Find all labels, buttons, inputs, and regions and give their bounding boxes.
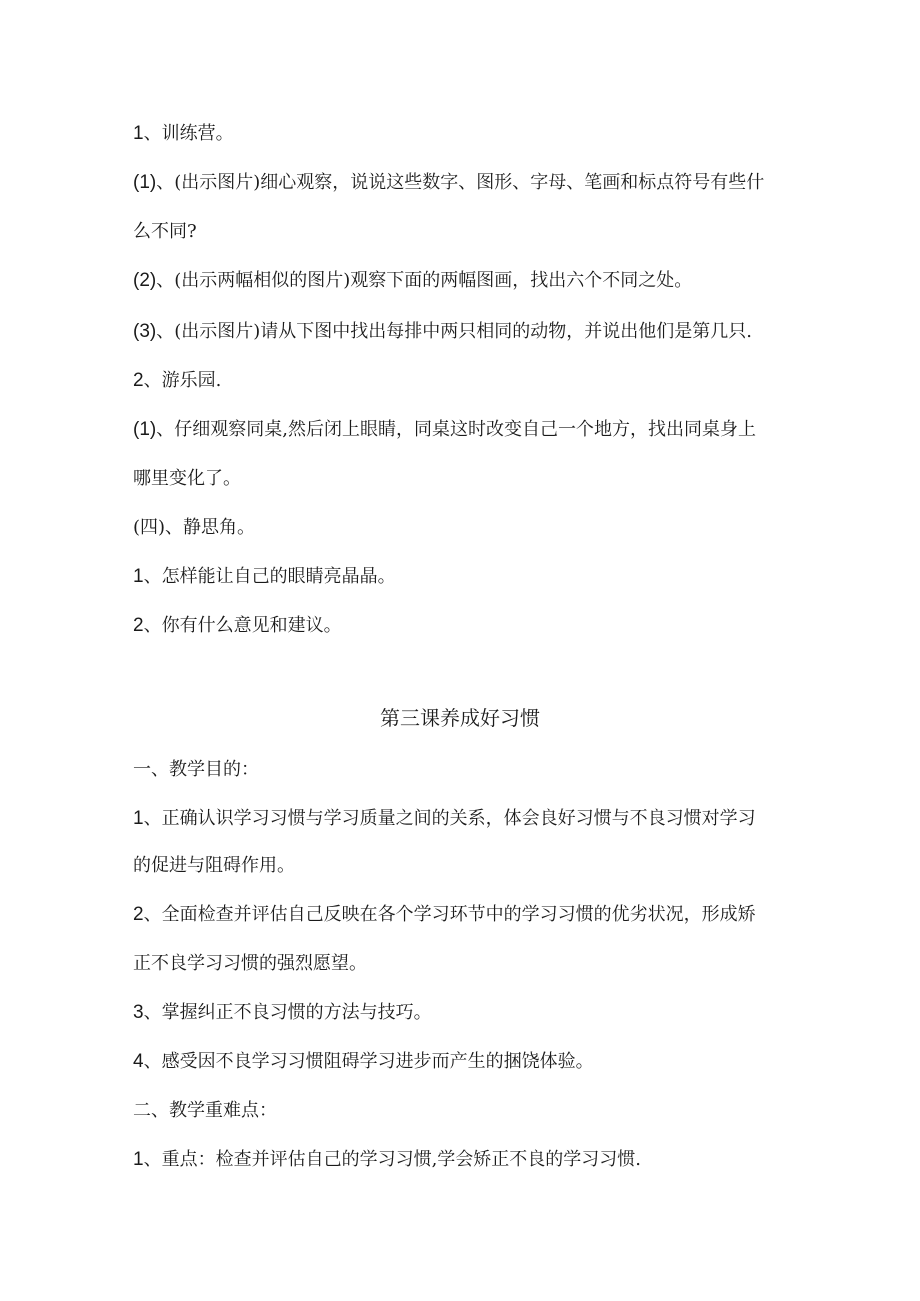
section-title: 第三课养成好习惯 <box>380 706 540 730</box>
paragraph: 2、你有什么意见和建议。 <box>133 615 342 636</box>
paragraph: 1、训练营。 <box>133 123 234 144</box>
paragraph: 1、正确认识学习习惯与学习质量之间的关系，体会良好习惯与不良习惯对学习 <box>133 808 756 829</box>
paragraph: (1)、仔细观察同桌,然后闭上眼睛，同桌这时改变自己一个地方，找出同桌身上 <box>133 419 756 440</box>
paragraph: 2、游乐园. <box>133 370 222 391</box>
paragraph: 1、重点：检查并评估自己的学习习惯,学会矫正不良的学习习惯. <box>133 1149 642 1170</box>
paragraph: 2、全面检查并评估自己反映在各个学习环节中的学习习惯的优劣状况，形成矫 <box>133 904 756 925</box>
paragraph: (1)、(出示图片)细心观察，说说这些数字、图形、字母、笔画和标点符号有些什 <box>133 172 765 193</box>
paragraph: 正不良学习习惯的强烈愿望。 <box>133 953 367 974</box>
paragraph: (2)、(出示两幅相似的图片)观察下面的两幅图画，找出六个不同之处。 <box>133 270 693 291</box>
paragraph: (3)、(出示图片)请从下图中找出每排中两只相同的动物，并说出他们是第几只. <box>133 321 752 342</box>
paragraph: 1、怎样能让自己的眼睛亮晶晶。 <box>133 566 396 587</box>
paragraph: 4、感受因不良学习习惯阻碍学习进步而产生的捆饶体验。 <box>133 1051 594 1072</box>
paragraph: 的促进与阻碍作用。 <box>133 855 295 876</box>
paragraph: (四)、静思角。 <box>133 517 256 538</box>
paragraph: 么不同? <box>133 221 197 242</box>
paragraph: 二、教学重难点： <box>133 1100 277 1121</box>
paragraph: 一、教学目的： <box>133 759 259 780</box>
paragraph: 3、掌握纠正不良习惯的方法与技巧。 <box>133 1002 432 1023</box>
paragraph: 哪里变化了。 <box>133 468 241 489</box>
